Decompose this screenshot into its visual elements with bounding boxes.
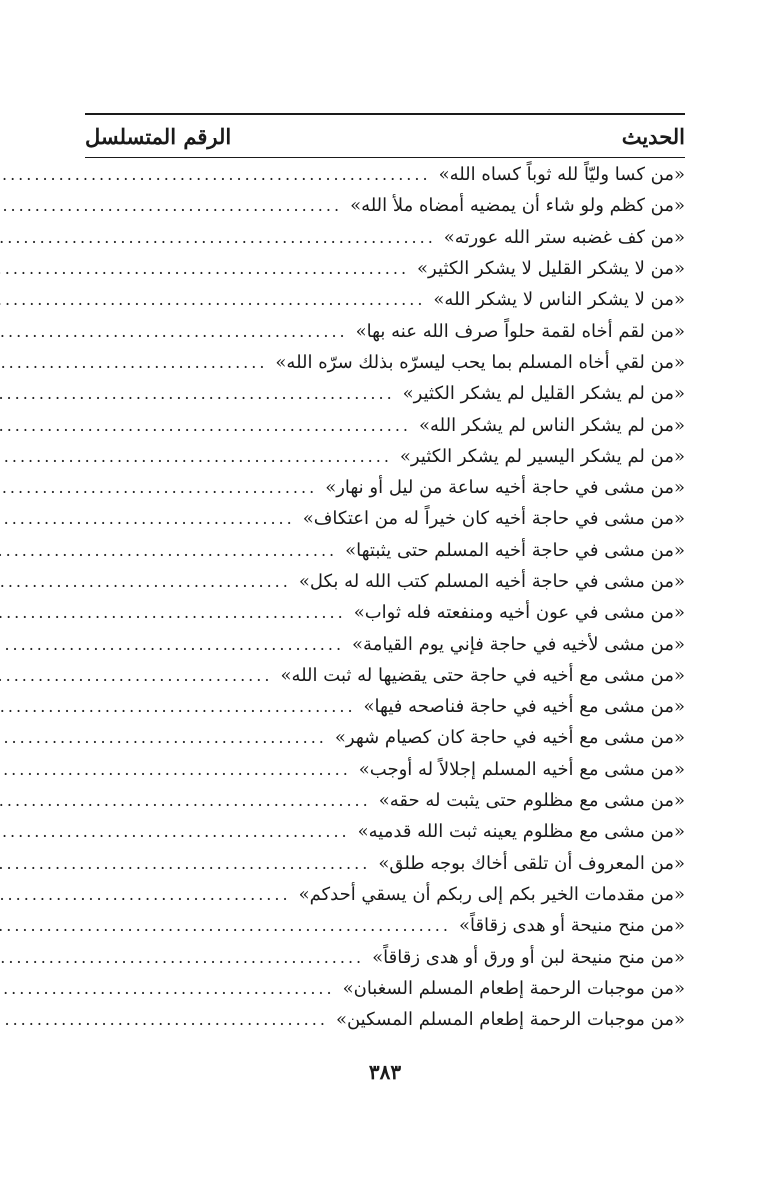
dot-leader (0, 885, 291, 904)
hadith-text: «من لقي أخاه المسلم بما يحب ليسرّه بذلك سرّه الله» (275, 351, 685, 373)
hadith-text: «من منح منيحة لبن أو ورق أو هدى زقاقاً» (372, 946, 685, 968)
hadith-text: «من كف غضبه ستر الله عورته» (443, 226, 685, 248)
dot-leader (0, 697, 356, 716)
index-entry-row (85, 1004, 685, 1035)
dot-leader (0, 572, 291, 591)
hadith-text: «من مشى مع مظلوم يعينه ثبت الله قدميه» (357, 821, 685, 843)
dot-leader (0, 228, 436, 247)
dot-leader (0, 948, 364, 967)
hadith-text: «من لا يشكر الناس لا يشكر الله» (433, 289, 685, 311)
hadith-text: «من مشى في حاجة أخيه المسلم حتى يثبتها» (345, 539, 685, 561)
index-entry-row (85, 597, 685, 628)
dot-leader (0, 791, 371, 810)
index-entry-row (85, 503, 685, 534)
page-number: ٣٨٣ (368, 1060, 402, 1084)
dot-leader (0, 635, 344, 654)
index-entry-row (85, 472, 685, 503)
dot-leader (0, 259, 409, 278)
hadith-text: «من مشى مع أخيه في حاجة فناصحه فيها» (363, 696, 685, 718)
hadith-text: «من منح منيحة أو هدى زقاقاً» (458, 915, 685, 937)
dot-leader (0, 196, 342, 215)
hadith-text: «من مشى مع أخيه في حاجة كان كصيام شهر» (334, 727, 685, 749)
hadith-text: «من مشى مع مظلوم حتى يثبت له حقه» (378, 790, 685, 812)
index-entry-row (85, 691, 685, 722)
index-entry-row (85, 315, 685, 346)
hadith-text: «من لقم أخاه لقمة حلواً صرف الله عنه بها» (355, 320, 685, 342)
index-entry-row (85, 816, 685, 847)
index-entry-row (85, 879, 685, 910)
table-header (85, 120, 685, 152)
dot-leader (0, 822, 350, 841)
dot-leader (0, 541, 337, 560)
dot-leader (0, 165, 431, 184)
index-entry-row (85, 754, 685, 785)
hadith-index-list (85, 159, 685, 1035)
index-entry-row (85, 973, 685, 1004)
dot-leader (0, 447, 392, 466)
index-entry-row (85, 409, 685, 440)
hadith-text: «من مشى في حاجة أخيه المسلم كتب الله له بكل» (298, 571, 685, 592)
hadith-text: «من مشى في حاجة أخيه ساعة من ليل أو نهار» (325, 477, 685, 499)
dot-leader (0, 666, 272, 685)
dot-leader (0, 384, 395, 403)
dot-leader (0, 290, 425, 309)
dot-leader (0, 353, 267, 372)
hadith-text: «من مشى في عون أخيه ومنفعته فله ثواب» (353, 602, 685, 624)
header-rule (85, 157, 685, 158)
hadith-column-header: الحديث (621, 123, 685, 149)
hadith-text: «من لم يشكر الناس لم يشكر الله» (419, 414, 685, 436)
index-entry-row (85, 785, 685, 816)
dot-leader (0, 728, 327, 747)
hadith-text: «من مشى في حاجة أخيه كان خيراً له من اعتكاف» (302, 508, 685, 530)
hadith-text: «من مقدمات الخير بكم إلى ربكم أن يسقي أحدكم» (298, 883, 685, 905)
dot-leader (0, 603, 346, 622)
hadith-text: «من لم يشكر اليسير لم يشكر الكثير» (399, 445, 685, 467)
index-entry-row (85, 253, 685, 284)
dot-leader (0, 760, 351, 779)
index-entry-row (85, 535, 685, 566)
hadith-text: «من المعروف أن تلقى أخاك بوجه طلق» (378, 852, 685, 874)
dot-leader (0, 322, 348, 341)
dot-leader (0, 416, 411, 435)
index-entry-row (85, 441, 685, 472)
hadith-text: «من كسا وليّاً لله ثوباً كساه الله» (438, 164, 685, 186)
index-entry-row (85, 910, 685, 941)
index-entry-row (85, 347, 685, 378)
index-entry-row (85, 159, 685, 190)
hadith-text: «من كظم ولو شاء أن يمضيه أمضاه ملأ الله» (350, 195, 685, 217)
hadith-text: «من مشى مع أخيه المسلم إجلالاً له أوجب» (358, 758, 685, 780)
hadith-text: «من موجبات الرحمة إطعام المسلم السغبان» (342, 977, 685, 999)
index-entry-row (85, 722, 685, 753)
dot-leader (0, 478, 317, 497)
dot-leader (0, 854, 370, 873)
index-entry-row (85, 190, 685, 221)
serial-number-column-header: الرقم المتسلسل (85, 123, 232, 149)
index-entry-row (85, 848, 685, 879)
hadith-text: «من موجبات الرحمة إطعام المسلم المسكين» (335, 1009, 685, 1031)
index-entry-row (85, 941, 685, 972)
dot-leader (0, 1010, 328, 1029)
dot-leader (0, 979, 335, 998)
dot-leader (0, 916, 451, 935)
hadith-text: «من لا يشكر القليل لا يشكر الكثير» (417, 258, 685, 280)
hadith-text: «من مشى لأخيه في حاجة فإني يوم القيامة» (352, 633, 685, 655)
dot-leader (0, 509, 295, 528)
index-entry-row (85, 222, 685, 253)
hadith-text: «من مشى مع أخيه في حاجة حتى يقضيها له ثبت الله» (280, 664, 685, 686)
top-rule (85, 113, 685, 115)
index-entry-row (85, 660, 685, 691)
index-entry-row (85, 378, 685, 409)
hadith-text: «من لم يشكر القليل لم يشكر الكثير» (402, 383, 685, 405)
index-entry-row (85, 284, 685, 315)
index-entry-row (85, 628, 685, 659)
index-entry-row (85, 566, 685, 597)
